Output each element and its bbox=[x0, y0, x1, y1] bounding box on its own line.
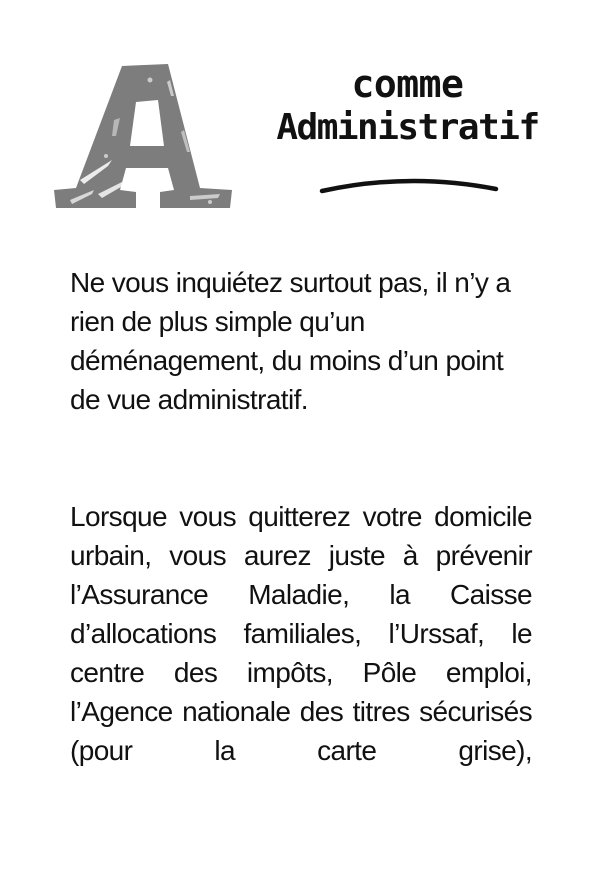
body-text bbox=[70, 263, 532, 770]
title-underline-flourish bbox=[318, 176, 500, 196]
title-line-comme: comme bbox=[351, 62, 464, 106]
chapter-title bbox=[255, 62, 560, 150]
drop-cap-a-icon bbox=[50, 60, 240, 210]
drop-cap-letter bbox=[50, 60, 240, 210]
paragraph-organisations: Lorsque vous quitterez votre domicile urbain, vous aurez juste à prévenir l’Assurance Maladie, la Caisse d’allocations familiales, l’Urssaf, le centre des impôts, Pôle emploi, l’Agence nationale des titres sécurisés (pour la carte grise), bbox=[70, 501, 532, 766]
title-line-administratif: Administratif bbox=[276, 107, 539, 148]
paragraph-intro: Ne vous inquiétez surtout pas, il n’y a rien de plus simple qu’un déménagement, du moins d’un point de vue administratif. bbox=[70, 267, 511, 415]
